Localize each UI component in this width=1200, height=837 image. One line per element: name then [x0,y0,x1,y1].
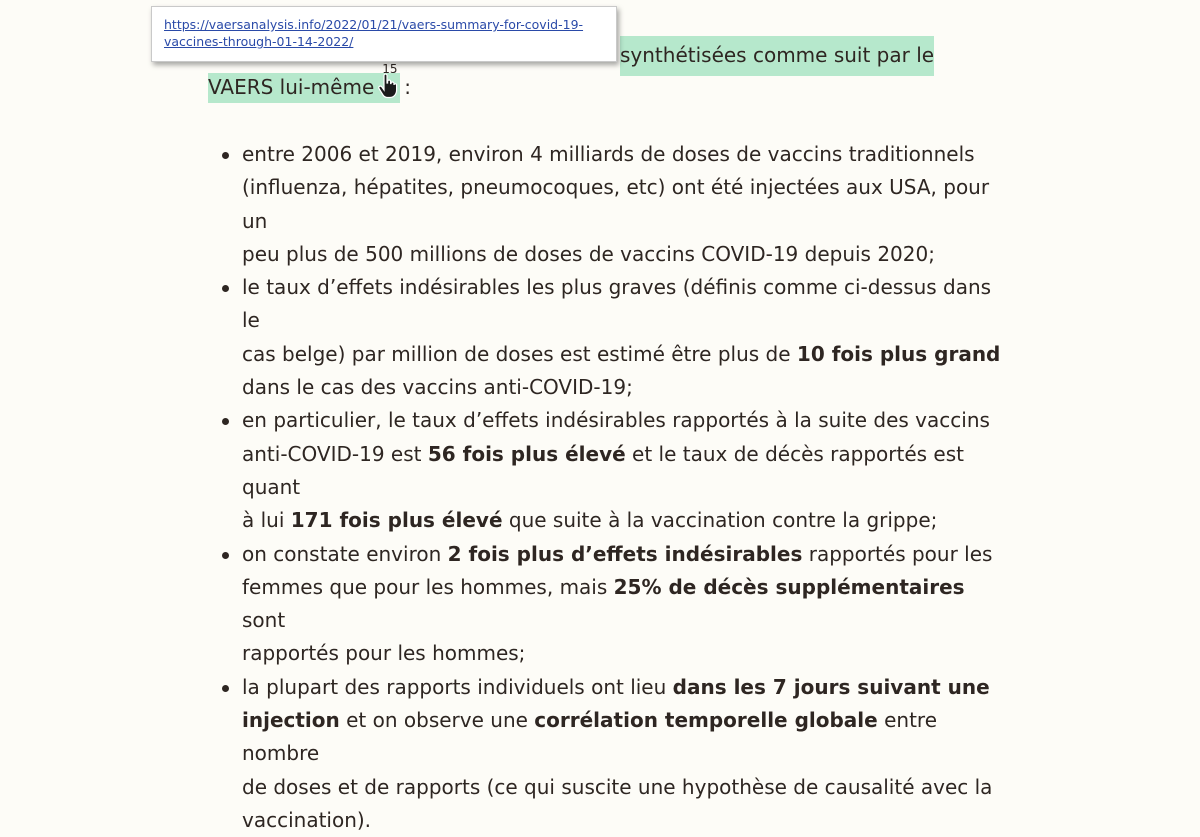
bullet-4-text2: rapportés pour les [802,541,993,566]
bullet-4-text3: femmes que pour les hommes, mais [242,574,614,599]
bullet-5-bold2: injection [242,708,340,733]
bullet-3-text3: et le taux de décès rapportés est quant [242,441,964,499]
bullet-dot [222,552,229,559]
tooltip-url-line2[interactable]: vaccines-through-01-14-2022/ [164,34,354,49]
bullet-2-text1: le taux d’effets indésirables les plus graves (définis comme ci-dessus dans le [242,275,992,333]
bullet-2-text3: dans le cas des vaccins anti-COVID-19; [242,375,633,400]
findings-bullet-list [242,138,1002,837]
bullet-4-text1: on constate environ [242,541,448,566]
bullet-4-text4: sont [242,608,286,633]
link-preview-tooltip [151,6,617,62]
bullet-4-text5: rapportés pour les hommes; [242,641,526,666]
tooltip-url-link[interactable] [164,16,604,50]
tooltip-url-line1[interactable]: https://vaersanalysis.info/2022/01/21/vaers-summary-for-covid-19- [164,17,584,32]
list-item [242,271,1002,404]
footnote-number[interactable]: 15 [382,62,398,76]
bullet-5-bold1: dans les 7 jours suivant une [672,674,990,699]
intro-line2 [208,62,411,104]
list-item [242,538,1002,671]
intro-vaers-text: VAERS lui-même [208,75,375,99]
bullet-2-bold1: 10 fois plus grand [796,341,1001,366]
footnote-reference-link[interactable] [378,62,400,98]
bullet-3-bold1: 56 fois plus élevé [427,441,626,466]
bullet-4-bold2: 25% de décès supplémentaires [613,574,965,599]
bullet-3-text2: anti-COVID-19 est [242,441,428,466]
intro-highlight-line1: synthétisées comme suit par le [620,36,934,76]
bullet-5-text5: vaccination). [242,807,372,832]
bullet-5-text4: de doses et de rapports (ce qui suscite une hypothèse de causalité avec la [242,774,993,799]
bullet-5-text1: la plupart des rapports individuels ont lieu [242,674,673,699]
hand-pointer-cursor-icon [378,74,398,98]
bullet-1-line1: entre 2006 et 2019, environ 4 milliards de doses de vaccins traditionnels [242,142,975,166]
intro-colon: : [404,75,411,99]
bullet-4-bold1: 2 fois plus d’effets indésirables [447,541,803,566]
bullet-1-line2: (influenza, hépatites, pneumocoques, etc) ont été injectées aux USA, pour un [242,175,990,233]
bullet-3-text5: que suite à la vaccination contre la grippe; [502,508,938,533]
bullet-3-text4: à lui [242,508,291,533]
bullet-5-text2: et on observe une [339,708,535,733]
list-item [242,671,1002,837]
bullet-dot [222,418,229,425]
bullet-2-text2: cas belge) par million de doses est estimé être plus de [242,341,797,366]
bullet-dot [222,285,229,292]
bullet-5-text3: entre nombre [242,708,938,766]
list-item [242,138,1002,271]
bullet-3-bold2: 171 fois plus élevé [290,508,503,533]
bullet-dot [222,152,229,159]
bullet-dot [222,685,229,692]
bullet-5-bold3: corrélation temporelle globale [534,708,878,733]
bullet-1-line3: peu plus de 500 millions de doses de vaccins COVID-19 depuis 2020; [242,241,935,266]
bullet-3-text1: en particulier, le taux d’effets indésirables rapportés à la suite des vaccins [242,408,990,433]
intro-highlight-line2 [208,62,400,103]
list-item [242,404,1002,537]
